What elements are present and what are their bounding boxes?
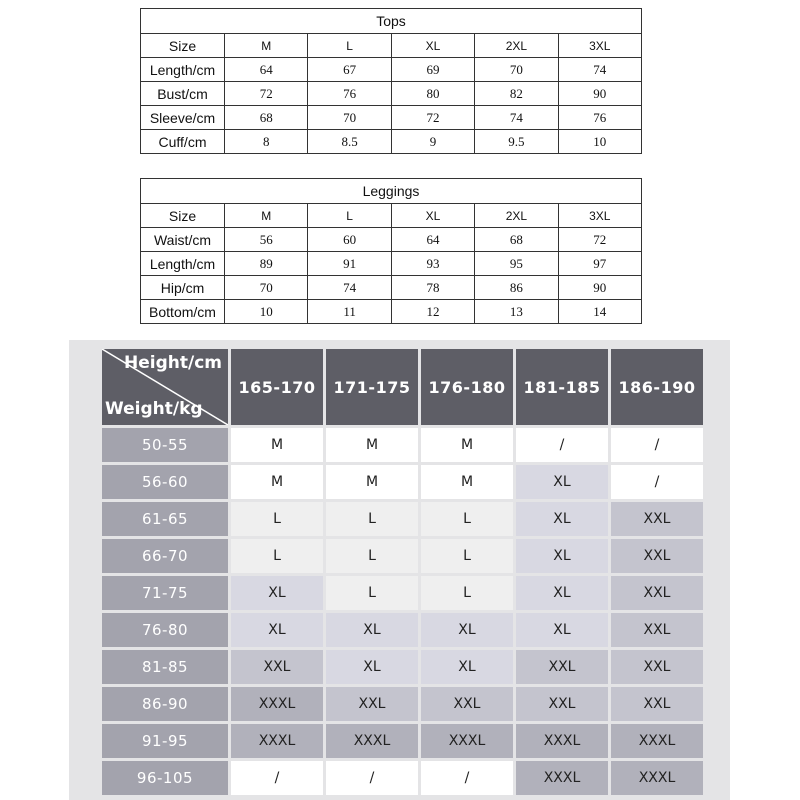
size-cell: L bbox=[326, 502, 418, 536]
height-weight-size-grid bbox=[99, 346, 706, 798]
size-cell: XXXL bbox=[611, 761, 703, 795]
size-cell: XL bbox=[516, 465, 608, 499]
tops-row-bust bbox=[141, 82, 642, 106]
table-cell: 93 bbox=[391, 252, 474, 276]
leggings-size-header: 2XL bbox=[475, 204, 558, 228]
table-cell: 74 bbox=[558, 58, 641, 82]
table-cell: 72 bbox=[391, 106, 474, 130]
leggings-size-header: 3XL bbox=[558, 204, 641, 228]
height-header: 181-185 bbox=[516, 349, 608, 425]
size-cell: L bbox=[421, 502, 513, 536]
table-cell: 60 bbox=[308, 228, 391, 252]
size-cell: XL bbox=[516, 539, 608, 573]
table-row bbox=[102, 465, 703, 499]
table-cell: 90 bbox=[558, 276, 641, 300]
size-cell: L bbox=[326, 539, 418, 573]
tops-size-header: 2XL bbox=[475, 34, 558, 58]
leggings-row-label: Bottom/cm bbox=[141, 300, 225, 324]
size-cell: XL bbox=[326, 650, 418, 684]
table-cell: 95 bbox=[475, 252, 558, 276]
size-cell: XXXL bbox=[231, 724, 323, 758]
size-cell: M bbox=[326, 465, 418, 499]
leggings-title: Leggings bbox=[141, 179, 642, 204]
size-cell: M bbox=[231, 428, 323, 462]
table-cell: 11 bbox=[308, 300, 391, 324]
leggings-row-label: Length/cm bbox=[141, 252, 225, 276]
size-cell: L bbox=[231, 502, 323, 536]
size-cell: / bbox=[611, 465, 703, 499]
tops-row-length bbox=[141, 58, 642, 82]
table-cell: 13 bbox=[475, 300, 558, 324]
table-cell: 76 bbox=[308, 82, 391, 106]
table-cell: 10 bbox=[225, 300, 308, 324]
height-header: 171-175 bbox=[326, 349, 418, 425]
height-header: 165-170 bbox=[231, 349, 323, 425]
table-cell: 68 bbox=[475, 228, 558, 252]
table-row bbox=[102, 613, 703, 647]
leggings-row-label: Hip/cm bbox=[141, 276, 225, 300]
table-cell: 97 bbox=[558, 252, 641, 276]
table-cell: 67 bbox=[308, 58, 391, 82]
table-row bbox=[102, 724, 703, 758]
size-cell: M bbox=[421, 428, 513, 462]
table-cell: 68 bbox=[225, 106, 308, 130]
weight-range-header: 96-105 bbox=[102, 761, 228, 795]
table-row bbox=[102, 687, 703, 721]
weight-range-header: 50-55 bbox=[102, 428, 228, 462]
leggings-size-header: XL bbox=[391, 204, 474, 228]
table-cell: 72 bbox=[225, 82, 308, 106]
size-cell: XXL bbox=[231, 650, 323, 684]
size-cell: / bbox=[326, 761, 418, 795]
tops-row-label: Bust/cm bbox=[141, 82, 225, 106]
leggings-size-row bbox=[141, 204, 642, 228]
size-cell: / bbox=[231, 761, 323, 795]
weight-range-header: 61-65 bbox=[102, 502, 228, 536]
table-row bbox=[102, 539, 703, 573]
tops-size-header: M bbox=[225, 34, 308, 58]
size-cell: M bbox=[326, 428, 418, 462]
size-cell: XXL bbox=[611, 502, 703, 536]
size-cell: XXL bbox=[516, 687, 608, 721]
leggings-row-waist bbox=[141, 228, 642, 252]
size-cell: L bbox=[326, 576, 418, 610]
tops-size-header: XL bbox=[391, 34, 474, 58]
tops-size-header: L bbox=[308, 34, 391, 58]
size-cell: XL bbox=[231, 576, 323, 610]
size-cell: M bbox=[231, 465, 323, 499]
weight-axis-label: Weight/kg bbox=[105, 399, 203, 419]
leggings-size-label: Size bbox=[141, 204, 225, 228]
size-cell: XL bbox=[516, 613, 608, 647]
size-cell: XXL bbox=[421, 687, 513, 721]
leggings-size-table bbox=[140, 178, 642, 324]
table-cell: 9 bbox=[391, 130, 474, 154]
weight-range-header: 71-75 bbox=[102, 576, 228, 610]
weight-range-header: 81-85 bbox=[102, 650, 228, 684]
height-axis-label: Height/cm bbox=[124, 353, 222, 373]
table-cell: 8.5 bbox=[308, 130, 391, 154]
leggings-row-length bbox=[141, 252, 642, 276]
table-cell: 74 bbox=[475, 106, 558, 130]
height-header: 186-190 bbox=[611, 349, 703, 425]
size-cell: XXL bbox=[611, 576, 703, 610]
size-cell: L bbox=[421, 576, 513, 610]
table-cell: 69 bbox=[391, 58, 474, 82]
table-cell: 72 bbox=[558, 228, 641, 252]
size-cell: XL bbox=[326, 613, 418, 647]
table-cell: 86 bbox=[475, 276, 558, 300]
table-cell: 91 bbox=[308, 252, 391, 276]
leggings-row-bottom bbox=[141, 300, 642, 324]
size-cell: L bbox=[421, 539, 513, 573]
size-cell: / bbox=[516, 428, 608, 462]
weight-range-header: 76-80 bbox=[102, 613, 228, 647]
size-cell: XXXL bbox=[326, 724, 418, 758]
tops-size-label: Size bbox=[141, 34, 225, 58]
table-row bbox=[102, 650, 703, 684]
table-cell: 14 bbox=[558, 300, 641, 324]
table-cell: 56 bbox=[225, 228, 308, 252]
leggings-row-label: Waist/cm bbox=[141, 228, 225, 252]
size-cell: M bbox=[421, 465, 513, 499]
table-cell: 80 bbox=[391, 82, 474, 106]
leggings-size-header: M bbox=[225, 204, 308, 228]
tops-row-sleeve bbox=[141, 106, 642, 130]
table-cell: 70 bbox=[225, 276, 308, 300]
size-cell: XXL bbox=[611, 687, 703, 721]
table-row bbox=[102, 576, 703, 610]
tops-row-cuff bbox=[141, 130, 642, 154]
size-cell: L bbox=[231, 539, 323, 573]
weight-range-header: 66-70 bbox=[102, 539, 228, 573]
size-grid-body bbox=[102, 428, 703, 795]
height-header-row bbox=[102, 349, 703, 425]
table-cell: 74 bbox=[308, 276, 391, 300]
table-cell: 78 bbox=[391, 276, 474, 300]
size-cell: XXL bbox=[611, 613, 703, 647]
size-cell: XXXL bbox=[516, 761, 608, 795]
size-cell: XL bbox=[421, 613, 513, 647]
size-cell: XXXL bbox=[611, 724, 703, 758]
tops-size-header: 3XL bbox=[558, 34, 641, 58]
size-cell: XL bbox=[516, 576, 608, 610]
weight-range-header: 91-95 bbox=[102, 724, 228, 758]
size-cell: / bbox=[421, 761, 513, 795]
table-row bbox=[102, 761, 703, 795]
leggings-row-hip bbox=[141, 276, 642, 300]
weight-range-header: 56-60 bbox=[102, 465, 228, 499]
table-cell: 64 bbox=[225, 58, 308, 82]
table-cell: 70 bbox=[308, 106, 391, 130]
grid-corner-header bbox=[102, 349, 228, 425]
table-cell: 9.5 bbox=[475, 130, 558, 154]
table-cell: 70 bbox=[475, 58, 558, 82]
table-cell: 89 bbox=[225, 252, 308, 276]
table-cell: 12 bbox=[391, 300, 474, 324]
tops-row-label: Length/cm bbox=[141, 58, 225, 82]
height-header: 176-180 bbox=[421, 349, 513, 425]
table-cell: 10 bbox=[558, 130, 641, 154]
table-cell: 64 bbox=[391, 228, 474, 252]
size-cell: XXL bbox=[326, 687, 418, 721]
table-cell: 90 bbox=[558, 82, 641, 106]
table-row bbox=[102, 502, 703, 536]
size-cell: XXXL bbox=[231, 687, 323, 721]
size-cell: XXXL bbox=[421, 724, 513, 758]
table-cell: 8 bbox=[225, 130, 308, 154]
weight-range-header: 86-90 bbox=[102, 687, 228, 721]
tops-size-row bbox=[141, 34, 642, 58]
tops-size-table bbox=[140, 8, 642, 154]
size-cell: XL bbox=[231, 613, 323, 647]
size-cell: XL bbox=[421, 650, 513, 684]
tops-title: Tops bbox=[141, 9, 642, 34]
size-cell: XL bbox=[516, 502, 608, 536]
leggings-size-header: L bbox=[308, 204, 391, 228]
tops-row-label: Sleeve/cm bbox=[141, 106, 225, 130]
size-cell: / bbox=[611, 428, 703, 462]
table-cell: 82 bbox=[475, 82, 558, 106]
size-cell: XXL bbox=[516, 650, 608, 684]
table-cell: 76 bbox=[558, 106, 641, 130]
size-cell: XXXL bbox=[516, 724, 608, 758]
tops-row-label: Cuff/cm bbox=[141, 130, 225, 154]
table-row bbox=[102, 428, 703, 462]
size-cell: XXL bbox=[611, 539, 703, 573]
size-cell: XXL bbox=[611, 650, 703, 684]
